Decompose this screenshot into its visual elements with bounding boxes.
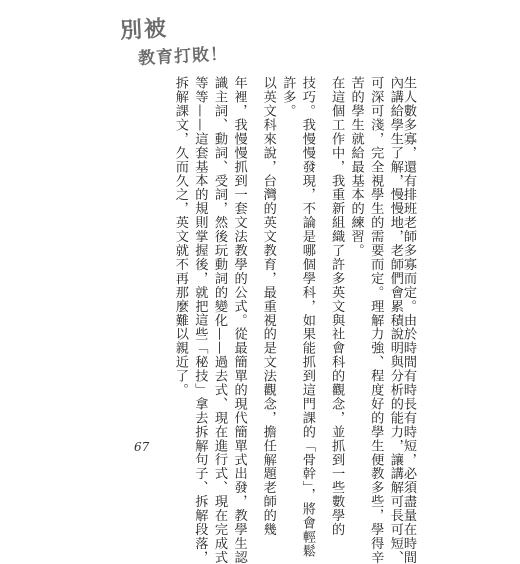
text-column: 苦的學生就給最基本的練習。 — [348, 76, 364, 258]
text-column: 生人數多寡，還有排班老師多寡而定。由於時間有時長有時短，必須盡量在時間 — [401, 76, 416, 564]
header-title-line1: 別被 — [119, 16, 169, 44]
text-column: 技巧。我慢慢發現，不論是哪個學科，如果能抓到這門課的「骨幹」，將會輕鬆 — [299, 76, 315, 558]
header-title-line2: 教育打敗！ — [137, 44, 229, 69]
text-column: 等等——這套基本的規則掌握後，就把這些「秘技」拿去拆解句子、拆解段落， — [192, 76, 208, 564]
text-column: 識主詞、動詞、受詞，然後玩動詞的變化——過去式、現在進行式、現在完成式 — [211, 76, 227, 564]
text-column: 拆解課文，久而久之，英文就不再那麼難以親近了。 — [172, 76, 188, 397]
text-column: 在這個工作中，我重新組織了許多英文與社會科的觀念，並抓到一些數學的 — [329, 76, 345, 537]
page-number: 67 — [134, 440, 150, 454]
text-column: 可深可淺，完全視學生的需要而定。理解力強、程度好的學生便教多些，學得辛 — [368, 76, 384, 564]
text-column: 許多。 — [280, 76, 296, 118]
text-column: 內講給學生了解，慢慢地，老師們會累積說明與分析的能力，讓講解可長可短、 — [387, 76, 403, 564]
running-header — [120, 14, 270, 74]
text-column: 以英文科來說，台灣的英文教育，最重視的是文法觀念，擔任解題老師的幾 — [260, 76, 276, 537]
text-column: 年裡，我慢慢抓到一套文法教學的公式。從最簡單的現代簡單式出發，教學生認 — [231, 76, 247, 564]
